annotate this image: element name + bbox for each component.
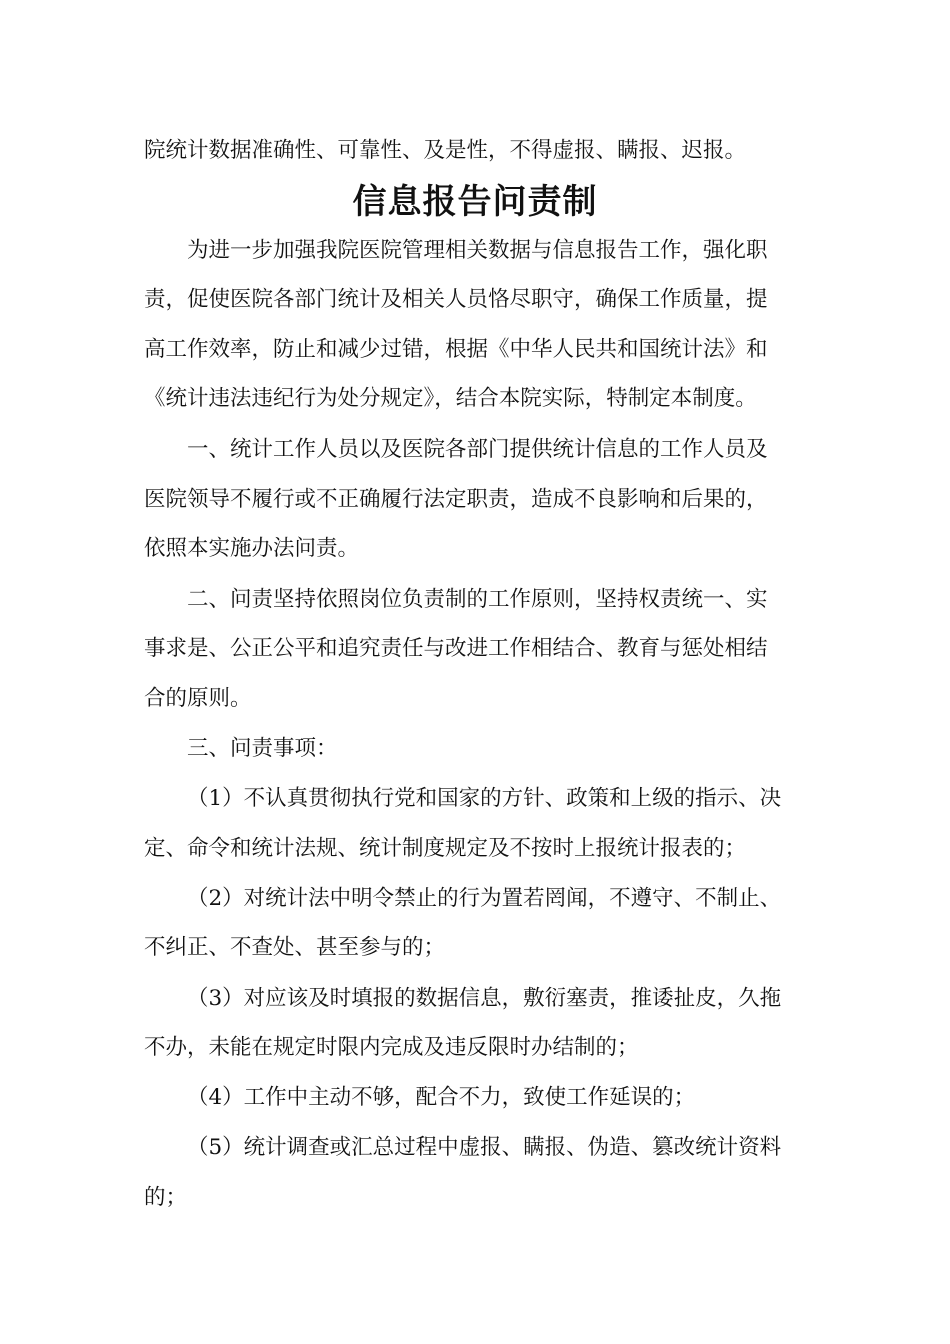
document-title: 信息报告问责制 bbox=[352, 182, 598, 222]
text-line: 三、问责事项： bbox=[187, 736, 338, 761]
text-line: 不纠正、不查处、甚至参与的； bbox=[144, 935, 446, 960]
text-line: （2）对统计法中明令禁止的行为置若罔闻，不遵守、不制止、 bbox=[187, 886, 782, 911]
text-line: 定、命令和统计法规、统计制度规定及不按时上报统计报表的； bbox=[144, 836, 747, 861]
text-line: （5）统计调查或汇总过程中虚报、瞒报、伪造、篡改统计资料 bbox=[187, 1135, 782, 1160]
text-line: 为进一步加强我院医院管理相关数据与信息报告工作，强化职 bbox=[187, 238, 768, 263]
text-line: （3）对应该及时填报的数据信息，敷衍塞责，推诿扯皮，久拖 bbox=[187, 986, 782, 1011]
text-line: 医院领导不履行或不正确履行法定职责，造成不良影响和后果的， bbox=[144, 487, 768, 512]
text-line: 一、统计工作人员以及医院各部门提供统计信息的工作人员及 bbox=[187, 437, 768, 462]
text-line: 合的原则。 bbox=[144, 686, 252, 711]
text-line: 的； bbox=[144, 1185, 188, 1210]
text-line: 二、问责坚持依照岗位负责制的工作原则，坚持权责统一、实 bbox=[187, 587, 768, 612]
text-line: 事求是、公正公平和追究责任与改进工作相结合、教育与惩处相结 bbox=[144, 636, 768, 661]
continuation-text: 院统计数据准确性、可靠性、及是性，不得虚报、瞒报、迟报。 bbox=[144, 138, 747, 163]
text-line: 不办，未能在规定时限内完成及违反限时办结制的； bbox=[144, 1035, 639, 1060]
text-line: 依照本实施办法问责。 bbox=[144, 536, 360, 561]
text-line: 高工作效率，防止和减少过错，根据《中华人民共和国统计法》和 bbox=[144, 337, 768, 362]
text-line: （1）不认真贯彻执行党和国家的方针、政策和上级的指示、决 bbox=[187, 786, 782, 811]
text-line: 《统计违法违纪行为处分规定》，结合本院实际，特制定本制度。 bbox=[144, 386, 757, 411]
text-line: （4）工作中主动不够，配合不力，致使工作延误的； bbox=[187, 1085, 696, 1110]
text-line: 责，促使医院各部门统计及相关人员恪尽职守，确保工作质量，提 bbox=[144, 287, 768, 312]
